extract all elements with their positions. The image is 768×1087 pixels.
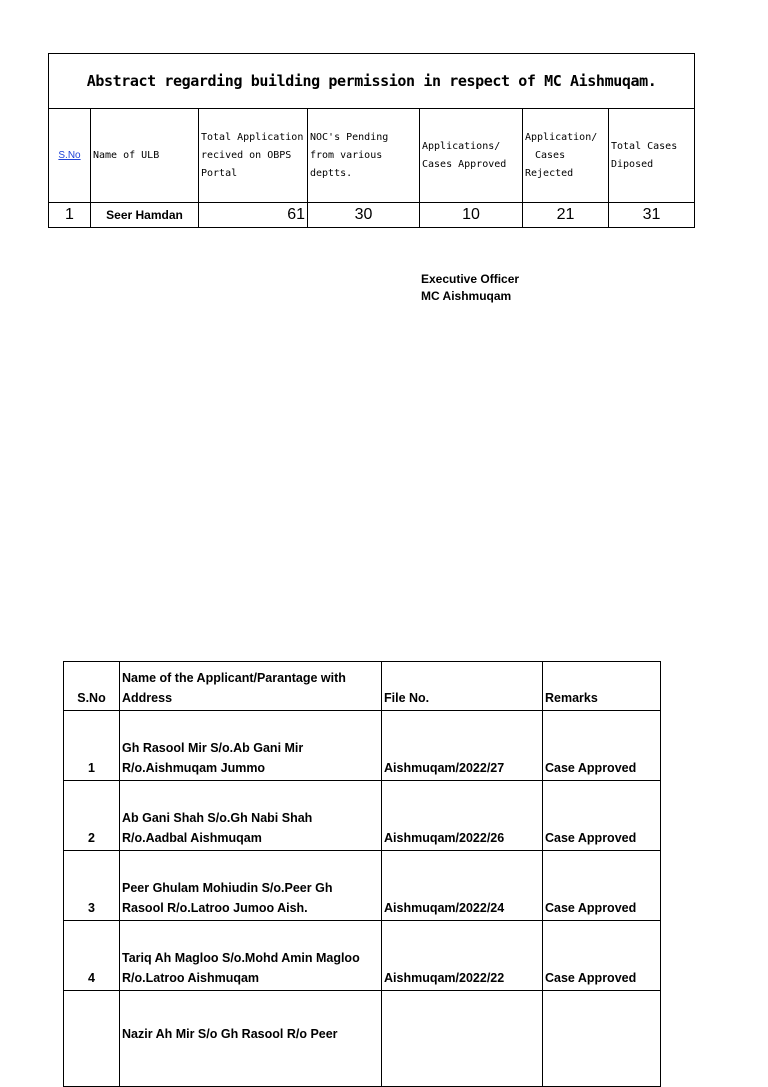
header-approved-line1: Applications/ [422, 140, 501, 152]
list-file: Aishmuqam/2022/27 [382, 711, 543, 781]
list-file: Aishmuqam/2022/22 [382, 921, 543, 991]
list-file: Aishmuqam/2022/26 [382, 781, 543, 851]
list-header-name-line2: Address [122, 691, 173, 705]
list-sno: 1 [64, 711, 120, 781]
row-noc-pending: 30 [308, 203, 420, 228]
list-sno: 3 [64, 851, 120, 921]
header-approved [420, 109, 523, 203]
list-header-file: File No. [382, 662, 543, 711]
abstract-row [49, 203, 695, 228]
header-total-application-line2: recived on OBPS [201, 149, 292, 161]
header-disposed-line1: Total Cases [611, 140, 678, 152]
row-disposed: 31 [609, 203, 695, 228]
list-file [382, 991, 543, 1087]
header-rejected-line3: Rejected [525, 167, 574, 179]
row-sno: 1 [49, 203, 91, 228]
header-noc-line3: deptts. [310, 167, 353, 179]
applicant-table [63, 661, 661, 1087]
list-name-line1: Ab Gani Shah S/o.Gh Nabi Shah [122, 811, 313, 825]
list-sno [64, 991, 120, 1087]
signature-office: MC Aishmuqam [421, 289, 512, 303]
applicant-table-header [64, 662, 661, 711]
header-noc-line1: NOC's Pending [310, 131, 389, 143]
list-name [120, 711, 382, 781]
list-name-line1: Peer Ghulam Mohiudin S/o.Peer Gh [122, 881, 333, 895]
list-remarks [543, 991, 661, 1087]
list-name-line1: Gh Rasool Mir S/o.Ab Gani Mir [122, 741, 304, 755]
row-total-application: 61 [199, 203, 308, 228]
table-row [64, 921, 661, 991]
header-sno[interactable] [49, 109, 91, 203]
header-rejected-line2: Cases [535, 149, 566, 161]
list-name-line2: R/o.Aadbal Aishmuqam [122, 831, 262, 845]
header-total-application [199, 109, 308, 203]
list-name [120, 921, 382, 991]
header-total-application-line3: Portal [201, 167, 238, 179]
signature-title: Executive Officer [421, 272, 520, 286]
list-name-line1: Tariq Ah Magloo S/o.Mohd Amin Magloo [122, 951, 360, 965]
row-ulb: Seer Hamdan [91, 203, 199, 228]
table-row [64, 991, 661, 1087]
table-row [64, 711, 661, 781]
signature-block [421, 271, 519, 305]
list-header-name-line1: Name of the Applicant/Parantage with [122, 671, 346, 685]
list-remarks: Case Approved [543, 781, 661, 851]
header-rejected-line1: Application/ [525, 131, 598, 143]
header-disposed-line2: Diposed [611, 158, 654, 170]
list-sno: 2 [64, 781, 120, 851]
abstract-table [48, 53, 695, 228]
list-header-remarks: Remarks [543, 662, 661, 711]
header-rejected [523, 109, 609, 203]
list-name-line1: Nazir Ah Mir S/o Gh Rasool R/o Peer [122, 1027, 338, 1041]
list-header-name [120, 662, 382, 711]
header-approved-line2: Cases Approved [422, 158, 507, 170]
list-remarks: Case Approved [543, 921, 661, 991]
row-rejected: 21 [523, 203, 609, 228]
header-disposed [609, 109, 695, 203]
list-name-line2: R/o.Aishmuqam Jummo [122, 761, 266, 775]
list-remarks: Case Approved [543, 711, 661, 781]
header-noc-pending [308, 109, 420, 203]
list-file: Aishmuqam/2022/24 [382, 851, 543, 921]
list-name [120, 991, 382, 1087]
header-noc-line2: from various [310, 149, 383, 161]
list-name [120, 851, 382, 921]
abstract-title: Abstract regarding building permission in respect of MC Aishmuqam. [49, 54, 695, 109]
header-sno-link[interactable]: S.No [58, 149, 81, 161]
list-header-sno: S.No [64, 662, 120, 711]
list-remarks: Case Approved [543, 851, 661, 921]
list-sno: 4 [64, 921, 120, 991]
header-total-application-line1: Total Application [201, 131, 304, 143]
row-approved: 10 [420, 203, 523, 228]
list-name [120, 781, 382, 851]
list-name-line2: Rasool R/o.Latroo Jumoo Aish. [122, 901, 308, 915]
header-ulb: Name of ULB [91, 109, 199, 203]
list-name-line2: R/o.Latroo Aishmuqam [122, 971, 260, 985]
table-row [64, 851, 661, 921]
table-row [64, 781, 661, 851]
